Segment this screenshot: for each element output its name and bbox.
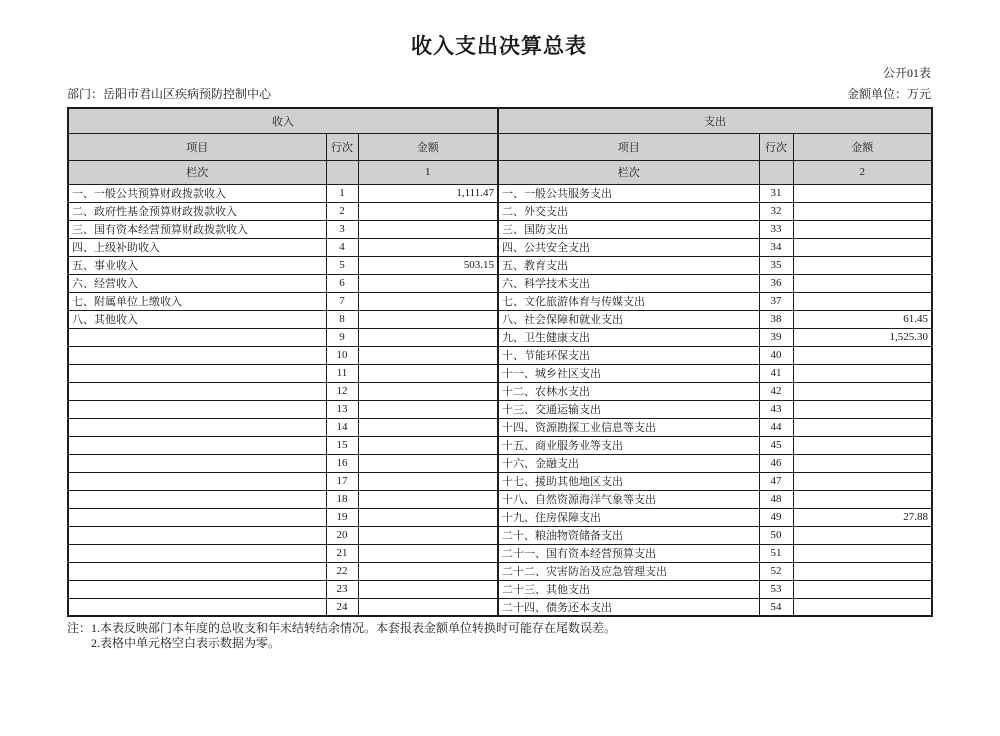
income-amount-cell <box>358 346 498 364</box>
expense-item-cell: 十九、住房保障支出 <box>498 508 759 526</box>
expense-line-cell: 35 <box>759 256 793 274</box>
income-line-col-header: 行次 <box>326 133 358 160</box>
expense-line-cell: 52 <box>759 562 793 580</box>
expense-item-cell: 七、文化旅游体育与传媒支出 <box>498 292 759 310</box>
income-line-cell: 11 <box>326 364 358 382</box>
income-item-cell <box>68 472 326 490</box>
table-row <box>68 598 932 616</box>
income-line-cell: 14 <box>326 418 358 436</box>
expense-amount-col-header: 金额 <box>793 133 932 160</box>
expense-amount-cell <box>793 454 932 472</box>
table-row <box>68 526 932 544</box>
expense-index-empty-cell <box>759 160 793 184</box>
expense-line-cell: 38 <box>759 310 793 328</box>
income-line-cell: 6 <box>326 274 358 292</box>
income-item-cell <box>68 598 326 616</box>
expense-item-cell: 二十三、其他支出 <box>498 580 759 598</box>
income-amount-cell <box>358 400 498 418</box>
income-amount-cell <box>358 328 498 346</box>
expense-item-cell: 十一、城乡社区支出 <box>498 364 759 382</box>
table-code: 公开01表 <box>882 66 931 80</box>
expense-line-cell: 33 <box>759 220 793 238</box>
income-amount-cell <box>358 526 498 544</box>
expense-line-cell: 34 <box>759 238 793 256</box>
income-amount-cell <box>358 436 498 454</box>
expense-amount-cell <box>793 580 932 598</box>
expense-amount-cell <box>793 490 932 508</box>
expense-index-value: 2 <box>793 160 932 184</box>
note-line-1: 注：1.本表反映部门本年度的总收支和年末结转结余情况。本套报表金额单位转换时可能存在尾数误差。 <box>67 621 617 635</box>
income-item-cell <box>68 418 326 436</box>
income-line-cell: 23 <box>326 580 358 598</box>
income-amount-cell <box>358 274 498 292</box>
expense-line-cell: 37 <box>759 292 793 310</box>
expense-line-cell: 51 <box>759 544 793 562</box>
income-amount-cell <box>358 490 498 508</box>
income-item-cell <box>68 526 326 544</box>
table-row <box>68 454 932 472</box>
income-item-cell <box>68 490 326 508</box>
expense-item-cell: 二十、粮油物资储备支出 <box>498 526 759 544</box>
income-amount-cell <box>358 418 498 436</box>
expense-item-cell: 一、一般公共服务支出 <box>498 184 759 202</box>
income-amount-cell <box>358 310 498 328</box>
income-amount-cell <box>358 202 498 220</box>
expense-amount-cell <box>793 562 932 580</box>
income-amount-cell <box>358 220 498 238</box>
income-line-cell: 5 <box>326 256 358 274</box>
notes <box>67 621 931 651</box>
expense-line-cell: 44 <box>759 418 793 436</box>
expense-item-cell: 十六、金融支出 <box>498 454 759 472</box>
income-item-cell: 二、政府性基金预算财政拨款收入 <box>68 202 326 220</box>
expense-line-cell: 49 <box>759 508 793 526</box>
income-line-cell: 8 <box>326 310 358 328</box>
meta-row <box>67 86 931 102</box>
table-row <box>68 490 932 508</box>
expense-line-cell: 42 <box>759 382 793 400</box>
income-amount-cell <box>358 580 498 598</box>
expense-amount-cell <box>793 400 932 418</box>
income-line-cell: 13 <box>326 400 358 418</box>
income-line-cell: 2 <box>326 202 358 220</box>
table-row <box>68 328 932 346</box>
table-row <box>68 544 932 562</box>
income-item-cell <box>68 364 326 382</box>
expense-item-cell: 四、公共安全支出 <box>498 238 759 256</box>
income-index-empty-cell <box>326 160 358 184</box>
table-row <box>68 580 932 598</box>
expense-line-cell: 50 <box>759 526 793 544</box>
income-line-cell: 3 <box>326 220 358 238</box>
department-label: 部门：岳阳市君山区疾病预防控制中心 <box>67 87 272 101</box>
income-item-cell <box>68 436 326 454</box>
expense-item-cell: 十七、援助其他地区支出 <box>498 472 759 490</box>
income-line-cell: 17 <box>326 472 358 490</box>
expense-amount-cell: 61.45 <box>793 310 932 328</box>
expense-line-cell: 43 <box>759 400 793 418</box>
table-row <box>68 184 932 202</box>
income-item-cell <box>68 346 326 364</box>
expense-item-cell: 十八、自然资源海洋气象等支出 <box>498 490 759 508</box>
income-item-cell <box>68 328 326 346</box>
expense-amount-cell <box>793 238 932 256</box>
income-item-cell: 三、国有资本经营预算财政拨款收入 <box>68 220 326 238</box>
income-item-cell <box>68 580 326 598</box>
income-line-cell: 10 <box>326 346 358 364</box>
table-row <box>68 436 932 454</box>
income-item-cell <box>68 562 326 580</box>
index-row <box>68 160 932 184</box>
table-row <box>68 274 932 292</box>
page-title: 收入支出决算总表 <box>411 34 587 58</box>
expense-line-cell: 53 <box>759 580 793 598</box>
expense-line-cell: 39 <box>759 328 793 346</box>
expense-line-cell: 54 <box>759 598 793 616</box>
expense-amount-cell <box>793 598 932 616</box>
expense-item-cell: 八、社会保障和就业支出 <box>498 310 759 328</box>
income-item-col-header: 项目 <box>68 133 326 160</box>
income-item-cell: 八、其他收入 <box>68 310 326 328</box>
income-amount-cell <box>358 292 498 310</box>
income-item-cell: 四、上级补助收入 <box>68 238 326 256</box>
income-amount-cell <box>358 454 498 472</box>
income-item-cell <box>68 508 326 526</box>
expense-line-cell: 32 <box>759 202 793 220</box>
expense-line-cell: 46 <box>759 454 793 472</box>
expense-line-cell: 45 <box>759 436 793 454</box>
unit-label: 金额单位：万元 <box>846 87 931 101</box>
income-amount-cell <box>358 364 498 382</box>
income-amount-cell <box>358 238 498 256</box>
expense-item-col-header: 项目 <box>498 133 759 160</box>
income-item-cell: 一、一般公共预算财政拨款收入 <box>68 184 326 202</box>
table-body <box>68 184 932 616</box>
income-amount-cell <box>358 472 498 490</box>
income-amount-cell <box>358 382 498 400</box>
income-line-cell: 9 <box>326 328 358 346</box>
expense-item-cell: 十五、商业服务业等支出 <box>498 436 759 454</box>
expense-index-label: 栏次 <box>498 160 759 184</box>
table-row <box>68 256 932 274</box>
income-amount-cell <box>358 508 498 526</box>
expense-amount-cell <box>793 526 932 544</box>
income-amount-cell: 503.15 <box>358 256 498 274</box>
expense-item-cell: 十三、交通运输支出 <box>498 400 759 418</box>
expense-item-cell: 十二、农林水支出 <box>498 382 759 400</box>
expense-line-cell: 48 <box>759 490 793 508</box>
table-row <box>68 238 932 256</box>
expense-item-cell: 六、科学技术支出 <box>498 274 759 292</box>
income-line-cell: 21 <box>326 544 358 562</box>
income-item-cell <box>68 544 326 562</box>
expense-amount-cell <box>793 382 932 400</box>
expense-item-cell: 三、国防支出 <box>498 220 759 238</box>
expense-amount-cell <box>793 544 932 562</box>
expense-amount-cell <box>793 220 932 238</box>
table-row <box>68 346 932 364</box>
table-row <box>68 364 932 382</box>
income-item-cell: 六、经营收入 <box>68 274 326 292</box>
income-line-cell: 12 <box>326 382 358 400</box>
expense-amount-cell <box>793 472 932 490</box>
note-line-2: 2.表格中单元格空白表示数据为零。 <box>91 636 281 650</box>
income-amount-cell <box>358 544 498 562</box>
table-row <box>68 562 932 580</box>
table-row <box>68 292 932 310</box>
table-row <box>68 202 932 220</box>
income-amount-cell: 1,111.47 <box>358 184 498 202</box>
expense-item-cell: 二十一、国有资本经营预算支出 <box>498 544 759 562</box>
expense-amount-cell <box>793 436 932 454</box>
expense-section-header: 支出 <box>498 108 932 133</box>
income-line-cell: 18 <box>326 490 358 508</box>
table-row <box>68 400 932 418</box>
expense-amount-cell <box>793 364 932 382</box>
income-item-cell <box>68 382 326 400</box>
expense-line-cell: 47 <box>759 472 793 490</box>
income-line-cell: 22 <box>326 562 358 580</box>
table-row <box>68 310 932 328</box>
expense-amount-cell: 1,525.30 <box>793 328 932 346</box>
income-line-cell: 7 <box>326 292 358 310</box>
income-amount-cell <box>358 562 498 580</box>
expense-item-cell: 五、教育支出 <box>498 256 759 274</box>
income-amount-col-header: 金额 <box>358 133 498 160</box>
column-header-row <box>68 133 932 160</box>
expense-line-cell: 36 <box>759 274 793 292</box>
income-section-header: 收入 <box>68 108 498 133</box>
expense-item-cell: 二十二、灾害防治及应急管理支出 <box>498 562 759 580</box>
final-accounts-table <box>67 107 933 617</box>
expense-item-cell: 十四、资源勘探工业信息等支出 <box>498 418 759 436</box>
income-line-cell: 4 <box>326 238 358 256</box>
income-line-cell: 16 <box>326 454 358 472</box>
table-row <box>68 508 932 526</box>
expense-amount-cell <box>793 184 932 202</box>
income-index-value: 1 <box>358 160 498 184</box>
income-line-cell: 19 <box>326 508 358 526</box>
expense-amount-cell <box>793 274 932 292</box>
income-item-cell <box>68 454 326 472</box>
income-line-cell: 15 <box>326 436 358 454</box>
expense-line-cell: 41 <box>759 364 793 382</box>
expense-item-cell: 二十四、债务还本支出 <box>498 598 759 616</box>
table-row <box>68 382 932 400</box>
section-header-row <box>68 108 932 133</box>
expense-amount-cell <box>793 418 932 436</box>
expense-amount-cell <box>793 292 932 310</box>
table-row <box>68 418 932 436</box>
expense-amount-cell <box>793 346 932 364</box>
table-row <box>68 472 932 490</box>
income-line-cell: 24 <box>326 598 358 616</box>
expense-amount-cell: 27.88 <box>793 508 932 526</box>
income-line-cell: 20 <box>326 526 358 544</box>
expense-amount-cell <box>793 202 932 220</box>
income-item-cell: 五、事业收入 <box>68 256 326 274</box>
income-item-cell: 七、附属单位上缴收入 <box>68 292 326 310</box>
expense-amount-cell <box>793 256 932 274</box>
income-item-cell <box>68 400 326 418</box>
expense-line-col-header: 行次 <box>759 133 793 160</box>
expense-line-cell: 40 <box>759 346 793 364</box>
income-line-cell: 1 <box>326 184 358 202</box>
expense-line-cell: 31 <box>759 184 793 202</box>
table-row <box>68 220 932 238</box>
expense-item-cell: 十、节能环保支出 <box>498 346 759 364</box>
expense-item-cell: 二、外交支出 <box>498 202 759 220</box>
expense-item-cell: 九、卫生健康支出 <box>498 328 759 346</box>
document-page <box>67 30 931 651</box>
income-index-label: 栏次 <box>68 160 326 184</box>
income-amount-cell <box>358 598 498 616</box>
